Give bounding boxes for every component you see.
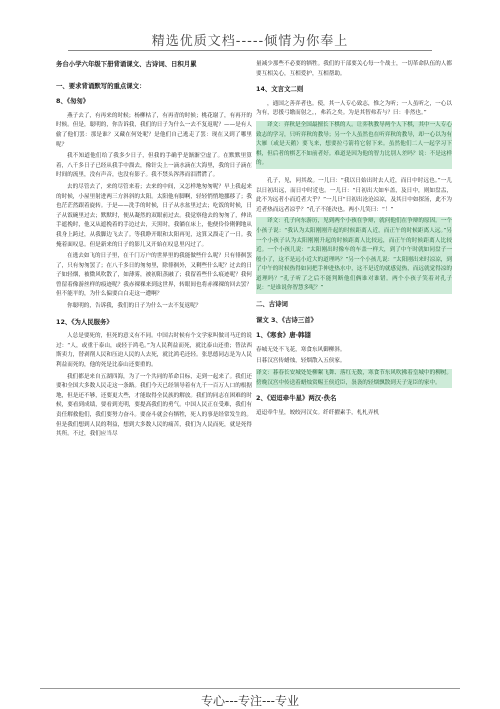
lesson-title: 课文 3、《古诗三首》 — [256, 315, 317, 324]
poem-line: 日暮汉宫传蜡烛，轻烟散入五侯家。 — [256, 358, 346, 365]
document-title: 务台小学六年级下册背诵课文、古诗词、日积月累 — [56, 60, 197, 68]
header-rule — [68, 50, 432, 51]
paragraph: 去的尽管去了，来的尽管来着；去来的中间，又怎样地匆匆呢？早上我起来的时候，小屋里射进两三方斜斜的太阳。太阳他有脚啊，轻轻悄悄地挪移了；我也茫茫然跟着旋转。于是——洗手的时候，日子从水盆里过去；吃饭的时候，日子从饭碗里过去；默默时，便从凝然的双眼前过去。我觉察他去的匆匆了，伸出手遮挽时，他又从遮挽着的手边过去，天黑时，我躺在床上，他便伶伶俐俐地从我身上跨过，从我脚边飞去了。等我睁开眼和太阳再见，这算又溜走了一日。我掩着面叹息。但是新来的日子的影儿又开始在叹息里闪过了。 — [56, 183, 252, 248]
lesson-title: 12、《为人民服务》 — [56, 317, 113, 326]
paragraph: 我不知道他们给了我多少日子，但我的手确乎是渐渐空虚了。在默默里算着，八千多日子已经从我手中溜去，像针尖上一滴水滴在大海里，我的日子滴在时间的流里，没有声音，也没有影子。我不禁头涔涔而泪潸潸了。 — [56, 153, 252, 179]
left-column — [56, 60, 252, 686]
page-header: 精选优质文档-----倾情为你奉上 — [151, 34, 349, 49]
poem-title: 2、《迢迢牵牛星》两汉·佚名 — [256, 394, 337, 403]
paragraph: 量减少那些不必要的牺牲。我们的干部要关心每一个战士，一切革命队伍的人都要互相关心，互相爱护，互相帮助。 — [256, 61, 452, 77]
paragraph: 在逃去如飞的日子里，在千门万户的世界里的我能做些什么呢？只有徘徊罢了，只有匆匆罢了；在八千多日的匆匆里，除徘徊外，又剩些什么呢？过去的日子如轻烟，被微风吹散了，如薄雾，被初阳蒸融了；我留着些什么痕迹呢？我何曾留着像游丝样的痕迹呢？我赤裸裸来到这世界，转眼间也将赤裸裸的回去罢？但不能平的，为什么偏要白白走这一遭啊？ — [56, 253, 252, 298]
paragraph: 你聪明的，告诉我，我们的日子为什么一去不复返呢？ — [67, 303, 202, 310]
poem-line: 迢迢牵牛星，皎皎河汉女。纤纤擢素手，札札弄机 — [256, 409, 380, 416]
lesson-title: 14、文言文二则 — [256, 85, 304, 94]
right-column — [256, 60, 452, 686]
paragraph: 人总是要死的，但死的意义有不同。中国古时候有个文学家叫做司马迁的说过：“人，或重于泰山，或轻于鸿毛。”为人民利益而死，就比泰山还重；替法西斯卖力，替剥削人民和压迫人民的人去死，就比鸿毛还轻。张思德同志是为人民利益而死的，他的死是比泰山还要重的。 — [56, 333, 252, 369]
page-footer: 专心---专注---专业 — [201, 694, 299, 708]
poem-title: 1、《寒食》唐·韩翃 — [256, 331, 311, 340]
paragraph: ，通国之善弈者也。使，其一人专心致志，惟之为听；一人虽听之，一心以为有，思援弓缴而射之，，弗若之矣。为是其智弗若与？曰：非然也。” — [256, 100, 452, 117]
translation-paragraph: 译文：弈秋是全国最擅长下棋的人。让弈秋教导两个人下棋，其中一人专心致志的学习，只听弈秋的教导；另一个人虽然也在听弈秋的教导，却一心以为有大雁（或是天鹅）要飞来，想要拉弓箭将它射下来。虽然他们二人一起学习下棋，但后者的棋艺不如前者好。难道是因为他的智力比别人差吗？说：不是这样的。 — [256, 121, 452, 169]
lesson-title: 8、《匆匆》 — [56, 97, 90, 106]
section-heading: 二、古诗词 — [256, 300, 288, 309]
footer-rule — [40, 688, 460, 689]
translation-paragraph: 译文：暮春长安城处处柳絮飞舞、落红无数，寒食节东风吹拂着皇城中的柳树。傍晚汉宫中传送着蜡烛赏赐王侯近臣，袅袅的轻烟飘散到天子宠臣的家中。 — [256, 369, 452, 388]
paragraph: 我们都是来自五湖四海，为了一个共同的革命目标，走到一起来了。我们还要和全国大多数人民走这一条路。我们今天已经领导着有九千一百万人口的根据地，但是还不够，还要更大些，才能取得全民族的解放。我们的同志在困难的时候，要看到成绩，要看到光明，要提高我们的勇气。中国人民正在受难，我们有责任解救他们，我们要努力奋斗。要奋斗就会有牺牲，死人的事是经常发生的。但是我们想到人民的利益，想到大多数人民的痛苦，我们为人民而死，就是死得其所。不过，我们应当尽 — [56, 373, 252, 438]
poem-line: 春城无处不飞花，寒食东风御柳斜。 — [256, 346, 346, 353]
section-heading: 一、要求背诵默写的重点课文： — [56, 81, 146, 90]
paragraph: 孔子，见，问其故。一儿曰：“我以日始出时去人近，而日中时远也。”一儿以日初出远，而日中时近也。一儿曰：“日初出大如车盖，及日中，则如盘盂，此不为远者小而近者大乎？”一儿曰“日初出沧沧凉凉，及其日中如探汤，此不为近者热而远者凉乎？”孔子不能决也。两小儿笑曰：“！” — [256, 177, 452, 213]
translation-paragraph: 译文：孔子向东游历，见到两个小孩在争辩，就问他们在争辩的原因。一个小孩子说：“我认为太阳刚刚升起的时候距离人近，而正午的时候距离人远。”另一个小孩子认为太阳刚刚升起的时候距离人比较远，而正午的时候距离人比较近。一个小孩儿说：“太阳刚出时像车的车盖一样大，到了中午时就如同盘子一般小了，这不是远小近大的道理吗？”另一个小孩儿说：“太阳刚出来时凉凉，到了中午的时候热得如同把手伸进热水中，这不是近的就感觉热，而远就觉得凉的道理吗？”孔子听了之后不能判断他们俩谁对谁错。两个小孩子笑着对孔子说：“是谁说你智慧多呢？” — [256, 217, 452, 294]
paragraph: 燕子去了，有再来的时候；杨柳枯了，有再青的时候；桃花谢了，有再开的时候。但是，聪明的，你告诉我，我们的日子为什么一去不复返呢？——是有人偷了他们罢：那是谁？又藏在何处呢？是他们自己逃走了罢：现在又到了哪里呢？ — [56, 112, 252, 148]
